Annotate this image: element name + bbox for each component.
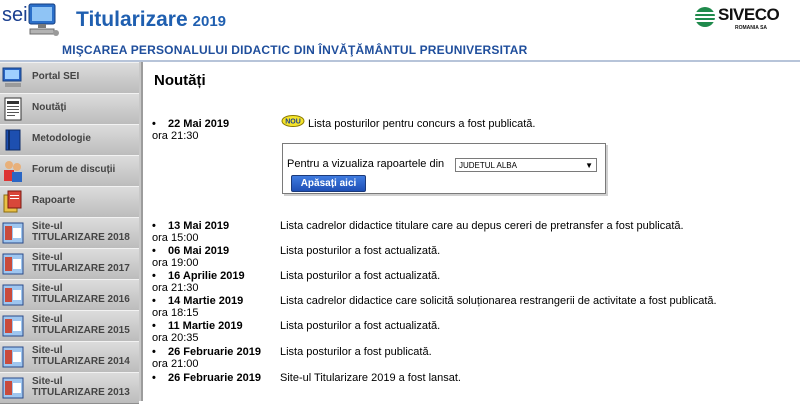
news-message: Lista posturilor pentru concurs a fost publicată. [308,118,536,130]
news-item [152,346,792,370]
report-selector-box [282,143,606,194]
news-message: Lista cadrelor didactice care solicită soluționarea restrangerii de activitate a fost publicată. [280,295,717,307]
subtitle-bar [0,40,800,62]
report-label: Pentru a vizualiza rapoartele din [287,158,445,170]
sidebar-item-site-2013[interactable] [0,372,139,404]
siveco-logo[interactable] [692,4,792,36]
news-item [152,270,792,294]
sidebar-item-label: Forum de discuții [32,164,116,175]
sei-logo-computer-icon [26,2,60,38]
view-reports-button[interactable]: Apăsați aici [291,175,366,192]
sidebar-item-portal-sei[interactable] [0,62,139,94]
bullet: • [152,118,156,130]
site-icon [2,220,24,246]
news-message: Lista posturilor a fost actualizată. [280,245,441,257]
new-badge-icon [281,115,305,127]
siveco-subtitle: ROMANIA SA [735,25,768,31]
sidebar-item-metodologie[interactable] [0,124,139,156]
news-item [152,220,792,244]
site-icon [2,375,24,401]
siveco-name: SIVECO [718,5,780,24]
bullet: • [152,220,156,232]
news-date: 13 Mai 2019 [168,220,230,232]
news-date: 26 Februarie 2019 [168,372,261,384]
news-time: ora 15:00 [152,232,199,244]
bullet: • [152,270,156,282]
sidebar-item-label: Rapoarte [32,195,76,206]
siveco-globe-icon [694,6,716,28]
bullet: • [152,346,156,358]
news-time: ora 21:30 [152,282,199,294]
news-date: 11 Martie 2019 [168,320,243,332]
news-item [152,320,792,344]
news-date: 26 Februarie 2019 [168,346,261,358]
sidebar-item-noutati[interactable] [0,93,139,125]
news-time: ora 21:00 [152,358,199,370]
sidebar-item-label: Site-ul TITULARIZARE 2016 [32,283,130,305]
newspaper-icon [2,96,24,122]
sidebar-item-rapoarte[interactable] [0,186,139,218]
news-message: Lista posturilor a fost actualizată. [280,320,441,332]
news-message: Lista posturilor a fost actualizată. [280,270,441,282]
county-select[interactable] [455,158,597,172]
book-icon [2,127,24,153]
computer-icon [2,65,24,91]
sidebar-item-forum[interactable] [0,155,139,187]
news-message: Site-ul Titularizare 2019 a fost lansat. [280,372,461,384]
main-content [146,62,800,401]
sidebar [0,62,143,401]
bullet: • [152,245,156,257]
app-year: 2019 [192,13,227,30]
bullet: • [152,320,156,332]
sidebar-item-site-2014[interactable] [0,341,139,373]
app-title [76,8,226,32]
news-date: 14 Martie 2019 [168,295,244,307]
news-date: 16 Aprilie 2019 [168,270,245,282]
county-select-value: JUDETUL ALBA [459,161,517,170]
sidebar-item-label: Site-ul TITULARIZARE 2018 [32,221,130,243]
page-subtitle: MIŞCAREA PERSONALULUI DIDACTIC DIN ÎNVĂŢĂMÂNTUL PREUNIVERSITAR [62,43,528,57]
new-badge-text: NOU [285,118,301,126]
news-item [152,118,792,144]
site-icon [2,282,24,308]
sidebar-item-site-2018[interactable] [0,217,139,249]
news-message: Lista cadrelor didactice titulare care au depus cereri de pretransfer a fost publicată. [280,220,684,232]
people-icon [2,158,24,184]
news-time: ora 18:15 [152,307,199,319]
news-item [152,372,792,386]
sidebar-item-label: Noutăți [32,102,67,113]
news-time: ora 21:30 [152,130,199,142]
sidebar-item-label: Metodologie [32,133,91,144]
news-message: Lista posturilor a fost publicată. [280,346,432,358]
chevron-down-icon: ▼ [585,161,593,170]
site-icon [2,344,24,370]
page-title: Noutăți [154,72,206,89]
documents-icon [2,189,24,215]
header [0,0,800,40]
sidebar-item-site-2017[interactable] [0,248,139,280]
sei-logo-text: sei [2,4,28,26]
bullet: • [152,372,156,384]
sidebar-item-site-2015[interactable] [0,310,139,342]
sidebar-item-label: Site-ul TITULARIZARE 2015 [32,314,130,336]
sidebar-item-site-2016[interactable] [0,279,139,311]
sidebar-item-label: Site-ul TITULARIZARE 2014 [32,345,130,367]
site-icon [2,251,24,277]
news-date: 22 Mai 2019 [168,118,230,130]
news-item [152,245,792,269]
sidebar-item-label: Site-ul TITULARIZARE 2017 [32,252,130,274]
news-time: ora 20:35 [152,332,199,344]
news-time: ora 19:00 [152,257,199,269]
sidebar-item-label: Site-ul TITULARIZARE 2013 [32,376,130,398]
site-icon [2,313,24,339]
bullet: • [152,295,156,307]
news-date: 06 Mai 2019 [168,245,230,257]
news-item [152,295,792,319]
sidebar-item-label: Portal SEI [32,71,80,82]
app-title-text: Titularizare [76,8,188,31]
